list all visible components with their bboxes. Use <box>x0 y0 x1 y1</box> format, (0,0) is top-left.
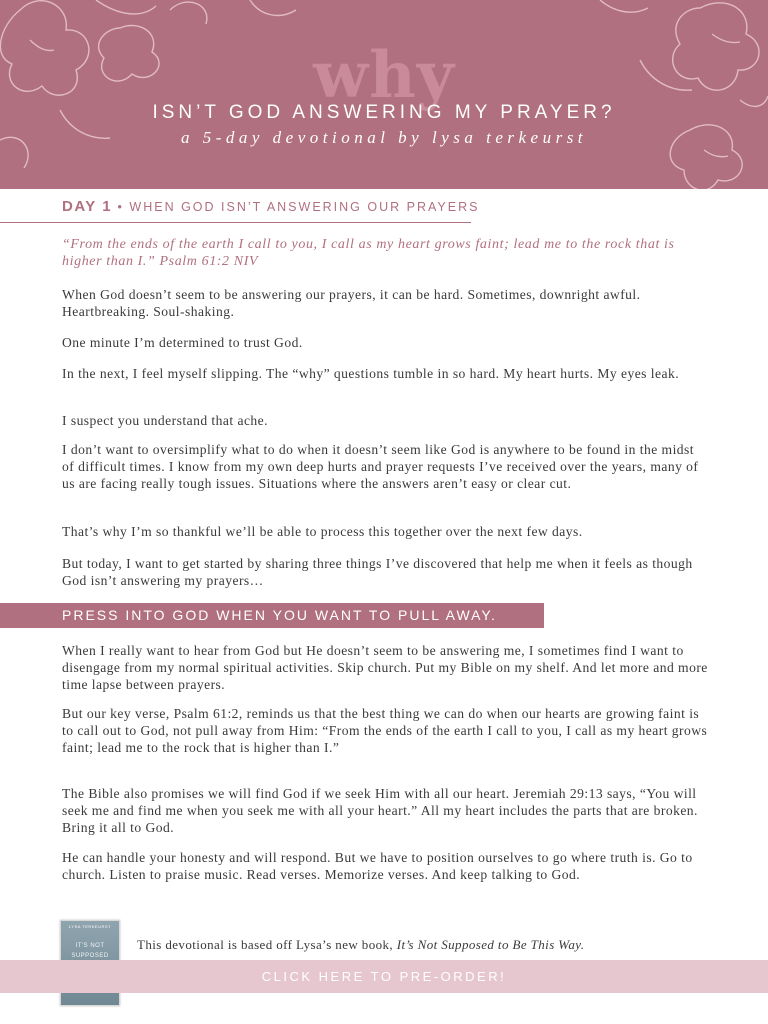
paragraph: I don’t want to oversimplify what to do when it doesn’t seem like God is anywhere to be found in the midst of difficult times. I know from my own deep hurts and prayer requests I’ve received over the years, many of us are facing really tough issues. Situations where the answers aren’t easy or clear cut. <box>62 442 699 491</box>
book-credit-text: This devotional is based off Lysa’s new book, <box>137 937 397 952</box>
paragraph: In the next, I feel myself slipping. The “why” questions tumble in so hard. My heart hurts. My eyes leak. <box>62 366 680 381</box>
paragraph: He can handle your honesty and will respond. But we have to position ourselves to go where truth is. Go to church. Listen to praise music. Read verses. Memorize verses. And keep talking to God. <box>62 850 693 882</box>
page-title: ISN’T GOD ANSWERING MY PRAYER? <box>152 102 616 123</box>
book-credit <box>137 937 697 953</box>
paragraph: When I really want to hear from God but He doesn’t seem to be answering me, I sometimes find I want to disengage from my normal spiritual activities. Skip church. Put my Bible on my shelf. And let more and more time lapse between prayers. <box>62 643 708 692</box>
book-cover-author: LYSA TERKEURST <box>69 924 111 929</box>
paragraph: I suspect you understand that ache. <box>62 413 269 428</box>
section-heading-band <box>0 603 544 628</box>
paragraph: That’s why I’m so thankful we’ll be able to process this together over the next few days. <box>62 524 583 539</box>
header-banner <box>0 0 768 189</box>
book-cover-title-line: SUPPOSED <box>71 953 109 959</box>
header-why-word: why <box>313 38 455 113</box>
key-scripture: “From the ends of the earth I call to you, I call as my heart grows faint; lead me to the rock that is higher than I.” Psalm 61:2 NIV <box>62 237 675 269</box>
day-separator: • <box>117 200 124 214</box>
preorder-label: CLICK HERE TO PRE-ORDER! <box>261 969 507 984</box>
day-heading <box>62 198 479 215</box>
paragraph: But our key verse, Psalm 61:2, reminds us that the best thing we can do when our hearts are growing faint is to call out to God, not pull away from Him: “From the ends of the earth I call to you, I call as my heart grows faint; lead me to the rock that is higher than I.” <box>62 706 708 755</box>
day-title: WHEN GOD ISN’T ANSWERING OUR PRAYERS <box>129 200 480 214</box>
paragraph: But today, I want to get started by sharing three things I’ve discovered that help me when it feels as though God isn’t answering my prayers… <box>62 556 693 588</box>
day-number: DAY 1 <box>62 198 113 215</box>
book-cover-title-line: IT’S NOT <box>75 943 105 949</box>
paragraph: One minute I’m determined to trust God. <box>62 335 303 350</box>
day-divider <box>0 222 471 223</box>
page-subtitle: a 5-day devotional by lysa terkeurst <box>180 128 588 147</box>
book-title: It’s Not Supposed to Be This Way. <box>396 937 585 952</box>
section-heading: PRESS INTO GOD WHEN YOU WANT TO PULL AWAY. <box>62 607 497 623</box>
paragraph: The Bible also promises we will find God if we seek Him with all our heart. Jeremiah 29:13 says, “You will seek me and find me when you seek me with all your heart.” All my heart includes the parts that are broken. Bring it all to God. <box>62 786 698 835</box>
paragraph: When God doesn’t seem to be answering our prayers, it can be hard. Sometimes, downright awful. Heartbreaking. Soul-shaking. <box>62 287 641 319</box>
preorder-button[interactable] <box>0 960 768 993</box>
